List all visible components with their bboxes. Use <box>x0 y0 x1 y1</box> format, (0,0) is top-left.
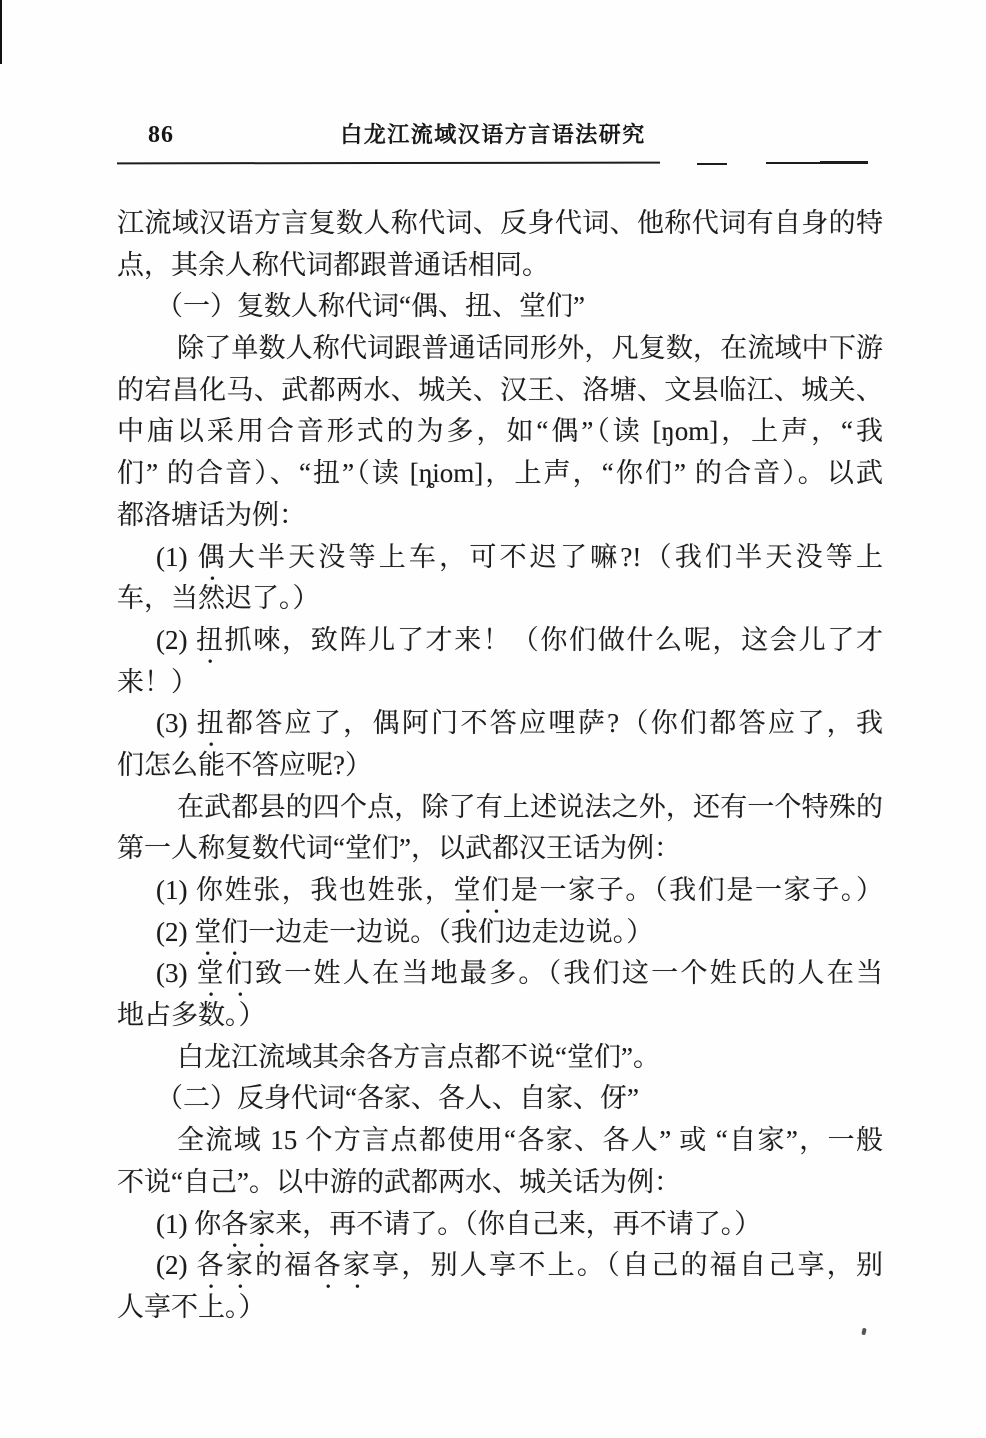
text-run: 都答应了，偶阿门不答应哩萨?（你们都答应了，我 <box>225 708 884 739</box>
header-rule-segment <box>820 161 868 164</box>
header-rule-segment <box>117 162 660 165</box>
text-run: 白龙江流域其余各方言点都不说“堂们”。 <box>177 1041 660 1072</box>
text-run: 的宕昌化马、武都两水、城关、汉王、洛塘、文县临江、城关、 <box>117 374 883 405</box>
text-line <box>117 537 883 579</box>
text-run: 都洛塘话为例： <box>117 499 306 530</box>
emphasized-dialect-word: 堂们 <box>196 958 256 989</box>
text-line <box>117 370 883 412</box>
text-line <box>117 203 883 245</box>
text-line <box>117 703 883 745</box>
text-line <box>117 453 883 495</box>
text-run: (1) 你 <box>156 1208 222 1239</box>
text-line <box>117 578 883 620</box>
text-line <box>117 912 883 954</box>
header-rule-segment <box>697 163 727 165</box>
text-line <box>117 1287 883 1329</box>
text-run: 的福 <box>255 1250 314 1281</box>
text-line <box>117 411 883 453</box>
text-run: 享，别人享不上。（自己的福自己享，别 <box>372 1250 884 1281</box>
text-line <box>117 495 883 537</box>
text-line <box>117 745 883 787</box>
text-line <box>117 995 883 1037</box>
emphasized-dialect-word: 扭 <box>195 624 225 655</box>
text-line <box>117 286 883 328</box>
text-run: 全流域 15 个方言点都使用“各家、各人” 或 “自家”，一般 <box>177 1125 883 1156</box>
page-body <box>117 203 883 1329</box>
text-run: (2) <box>156 1250 197 1281</box>
text-run: 不说“自己”。以中游的武都两水、城关话为例： <box>117 1166 681 1197</box>
text-run: （一）复数人称代词“偶、扭、堂们” <box>156 291 585 322</box>
text-run: (2) <box>156 624 196 655</box>
emphasized-dialect-word: 偶 <box>197 541 228 572</box>
text-run: 致一姓人在当地最多。（我们这一个姓氏的人在当 <box>255 958 884 989</box>
scan-speck <box>861 1328 866 1336</box>
emphasized-dialect-word: 堂们 <box>453 875 511 905</box>
text-run: 除了单数人称代词跟普通话同形外，凡复数，在流域中下游 <box>177 333 883 364</box>
text-run: 点，其余人称代词都跟普通话相同。 <box>117 249 549 280</box>
text-run: (2) <box>156 916 195 947</box>
text-line <box>117 1037 883 1079</box>
text-run: 是一家子。（我们是一家子。） <box>510 875 884 905</box>
text-run: 中庙以采用合音形式的为多，如“偶”（读 [ŋom]，上声，“我 <box>117 416 883 447</box>
text-line <box>117 1120 883 1162</box>
text-run: 一边走一边说。（我们边走边说。） <box>248 916 654 947</box>
text-line <box>117 787 883 829</box>
text-run: (1) 你姓张，我也姓张， <box>156 875 454 905</box>
text-line <box>117 1078 883 1120</box>
text-run: 们怎么能不答应呢?） <box>117 749 372 780</box>
scan-edge-artifact <box>0 0 2 64</box>
text-line <box>117 620 883 662</box>
emphasized-dialect-word: 各家 <box>221 1208 276 1239</box>
text-line <box>117 870 883 912</box>
text-run: 们” 的合音）、“扭”（读 [ȵiom]，上声，“你们” 的合音）。以武 <box>117 458 883 489</box>
emphasized-dialect-word: 堂们 <box>194 916 249 947</box>
text-run: 来！） <box>117 666 198 697</box>
emphasized-dialect-word: 扭 <box>196 708 226 739</box>
text-line <box>117 245 883 287</box>
text-run: 抓唻，致阵儿了才来！（你们做什么呢，这会儿了才 <box>224 624 884 655</box>
text-line <box>117 328 883 370</box>
text-run: (3) <box>156 958 197 989</box>
text-run: 在武都县的四个点，除了有上述说法之外，还有一个特殊的 <box>177 791 883 822</box>
text-line <box>117 828 883 870</box>
text-run: 人享不上。） <box>117 1291 266 1322</box>
text-run: (1) <box>156 541 198 572</box>
text-run: 江流域汉语方言复数人称代词、反身代词、他称代词有自身的特 <box>117 208 883 238</box>
text-run: 第一人称复数代词“堂们”，以武都汉王话为例： <box>117 833 681 864</box>
text-line <box>117 1162 883 1204</box>
text-line <box>117 662 883 704</box>
emphasized-dialect-word: 各家 <box>196 1250 256 1281</box>
text-run: 大半天没等上车，可不迟了嘛?!（我们半天没等上 <box>227 541 884 572</box>
text-run: 地占多数。） <box>117 1000 266 1031</box>
text-line <box>117 1204 883 1246</box>
text-run: (3) <box>156 708 197 739</box>
text-run: （二）反身代词“各家、各人、自家、伢” <box>156 1083 639 1114</box>
text-run: 车，当然迟了。） <box>117 583 320 614</box>
text-line <box>117 1245 883 1287</box>
page-number: 86 <box>148 122 174 148</box>
emphasized-dialect-word: 各家 <box>313 1250 373 1281</box>
text-run: 来，再不请了。（你自己来，再不请了。） <box>275 1208 762 1239</box>
book-title: 白龙江流域汉语方言语法研究 <box>340 122 646 147</box>
text-line <box>117 953 883 995</box>
